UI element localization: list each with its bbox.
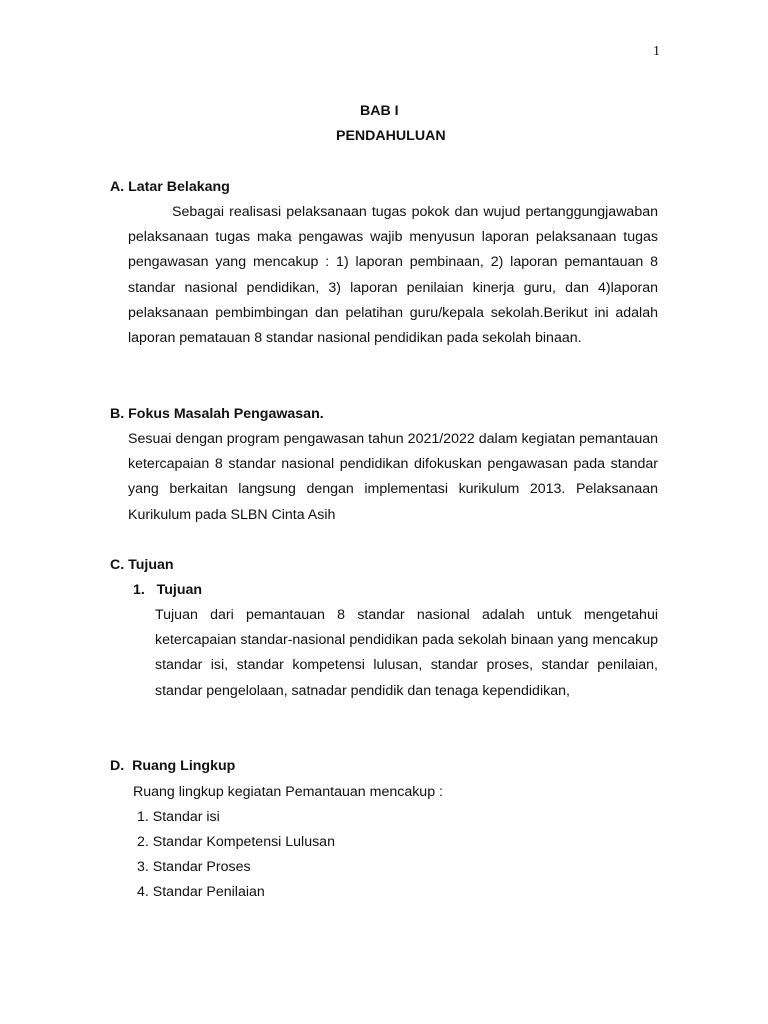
section-b-paragraph: Sesuai dengan program pengawasan tahun 2021/2022 dalam kegiatan pemantauan ketercapaian 8 standar nasional pendidikan difokuskan pengawasan pada standar yang berkaitan langsung dengan implementasi kurikulum 2013. Pelaksanaan Kurikulum pada SLBN Cinta Asih	[128, 431, 658, 523]
section-c-subheading: 1. Tujuan	[133, 582, 203, 598]
section-d-intro: Ruang lingkup kegiatan Pemantauan mencakup :	[133, 784, 443, 800]
chapter-label: BAB I	[360, 103, 399, 119]
page-number: 1	[653, 44, 660, 59]
section-c-paragraph: Tujuan dari pemantauan 8 standar nasional adalah untuk mengetahui ketercapaian standar-nasional pendidikan pada sekolah binaan yang mencakup standar isi, standar kompetensi lulusan, standar proses, standar penilaian, standar pengelolaan, satnadar pendidik dan tenaga kependidikan,	[155, 607, 658, 699]
section-d-heading: D. Ruang Lingkup	[110, 758, 236, 774]
section-a-paragraph: Sebagai realisasi pelaksanaan tugas pokok dan wujud pertanggungjawaban pelaksanaan tugas maka pengawas wajib menyusun laporan pelaksanaan tugas pengawasan yang mencakup : 1) laporan pembinaan, 2) laporan pemantauan 8 standar nasional pendidikan, 3) laporan penilaian kinerja guru, dan 4)laporan pelaksanaan pembimbingan dan pelatihan guru/kepala sekolah.Berikut ini adalah laporan pematauan 8 standar nasional pendidikan pada sekolah binaan.	[128, 204, 658, 347]
section-a-heading: A. Latar Belakang	[110, 179, 230, 195]
chapter-title-label: PENDAHULUAN	[336, 128, 446, 144]
list-item: 2. Standar Kompetensi Lulusan	[137, 834, 335, 850]
list-item: 4. Standar Penilaian	[137, 884, 265, 900]
section-b-heading: B. Fokus Masalah Pengawasan.	[110, 406, 324, 422]
section-c-heading: C. Tujuan	[110, 557, 174, 573]
list-item: 3. Standar Proses	[137, 859, 251, 875]
list-item: 1. Standar isi	[137, 809, 220, 825]
